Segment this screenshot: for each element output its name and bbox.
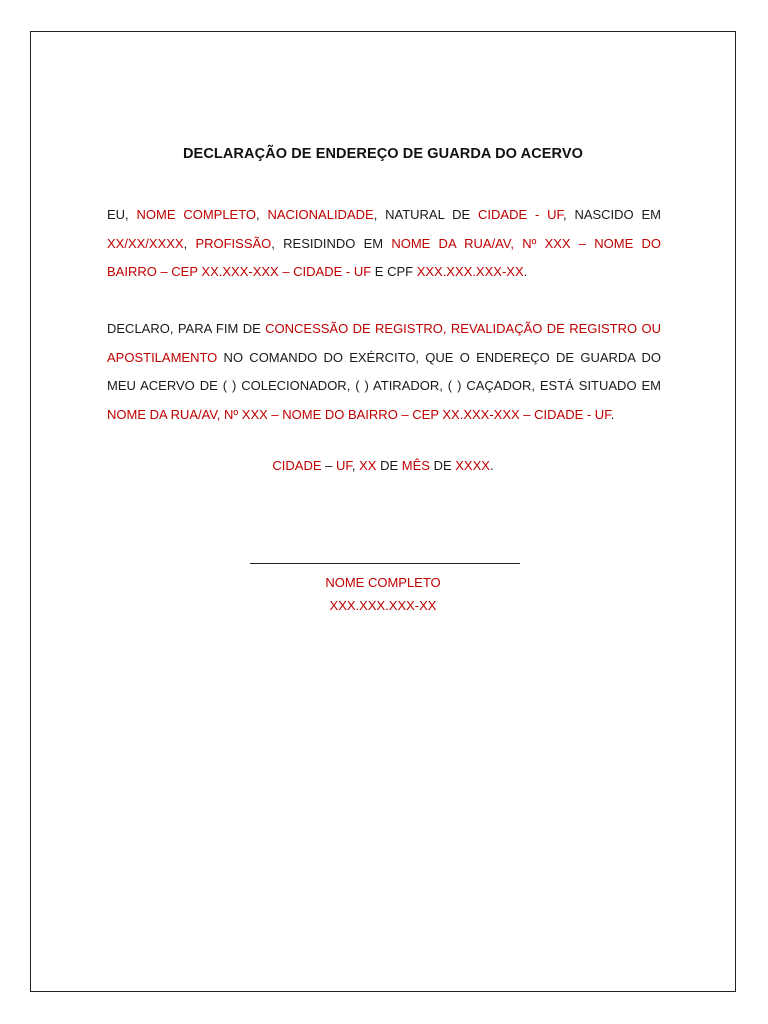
placeholder-storage-address: NOME DA RUA/AV, Nº XXX – NOME DO BAIRRO – CEP XX.XXX-XXX – CIDADE - UF: [107, 406, 611, 422]
text-segment: , RESIDINDO EM: [271, 235, 392, 251]
placeholder-birth-date: XX/XX/XXXX: [107, 235, 184, 251]
placeholder-purpose: CONCESSÃO DE REGISTRO, REVALIDAÇÃO DE REGISTRO OU APOSTILAMENTO: [107, 321, 661, 365]
placeholder-nationality: NACIONALIDADE: [267, 207, 374, 222]
placeholder-profession: PROFISSÃO: [195, 235, 272, 251]
placeholder-birth-city: CIDADE - UF: [478, 207, 564, 222]
signature-name: NOME COMPLETO: [325, 575, 441, 590]
text-segment: NO COMANDO DO EXÉRCITO, QUE O ENDEREÇO DE GUARDA DO MEU ACERVO DE ( ) COLECIONADOR, ( ) ATIRADOR, ( ) CAÇADOR, ESTÁ SITUADO EM: [107, 349, 661, 393]
placeholder-full-name: NOME COMPLETO: [136, 207, 257, 222]
text-segment: , NATURAL DE: [373, 207, 479, 222]
signature-line: [250, 563, 520, 564]
placeholder-year: XXXX: [455, 458, 490, 473]
placeholder-state: UF: [336, 458, 352, 473]
text-segment: ,: [256, 207, 268, 222]
identification-paragraph: [107, 201, 661, 287]
signature-cpf: XXX.XXX.XXX-XX: [329, 598, 437, 613]
text-segment: .: [489, 458, 494, 473]
text-segment: .: [610, 406, 615, 422]
text-segment: , NASCIDO EM: [563, 207, 661, 222]
placeholder-cpf: XXX.XXX.XXX-XX: [416, 264, 524, 279]
text-segment: EU,: [107, 207, 137, 222]
placeholder-city: CIDADE: [272, 458, 322, 473]
document-title: DECLARAÇÃO DE ENDEREÇO DE GUARDA DO ACERVO: [182, 146, 584, 162]
text-segment: DE: [376, 458, 402, 473]
placeholder-day: XX: [359, 458, 377, 473]
placeholder-month: MÊS: [401, 458, 430, 473]
text-segment: ,: [351, 458, 360, 473]
text-segment: DE: [429, 458, 456, 473]
text-segment: –: [321, 458, 337, 473]
date-line: [31, 458, 735, 473]
text-segment: E CPF: [371, 264, 417, 279]
declaration-paragraph: [107, 315, 661, 429]
placeholder-residence-address: NOME DA RUA/AV, Nº XXX – NOME DO BAIRRO – CEP XX.XXX-XXX – CIDADE - UF: [107, 235, 661, 279]
text-segment: .: [523, 264, 528, 279]
text-segment: ,: [183, 235, 196, 251]
document-page: [30, 31, 736, 992]
text-segment: DECLARO, PARA FIM DE: [107, 321, 266, 336]
